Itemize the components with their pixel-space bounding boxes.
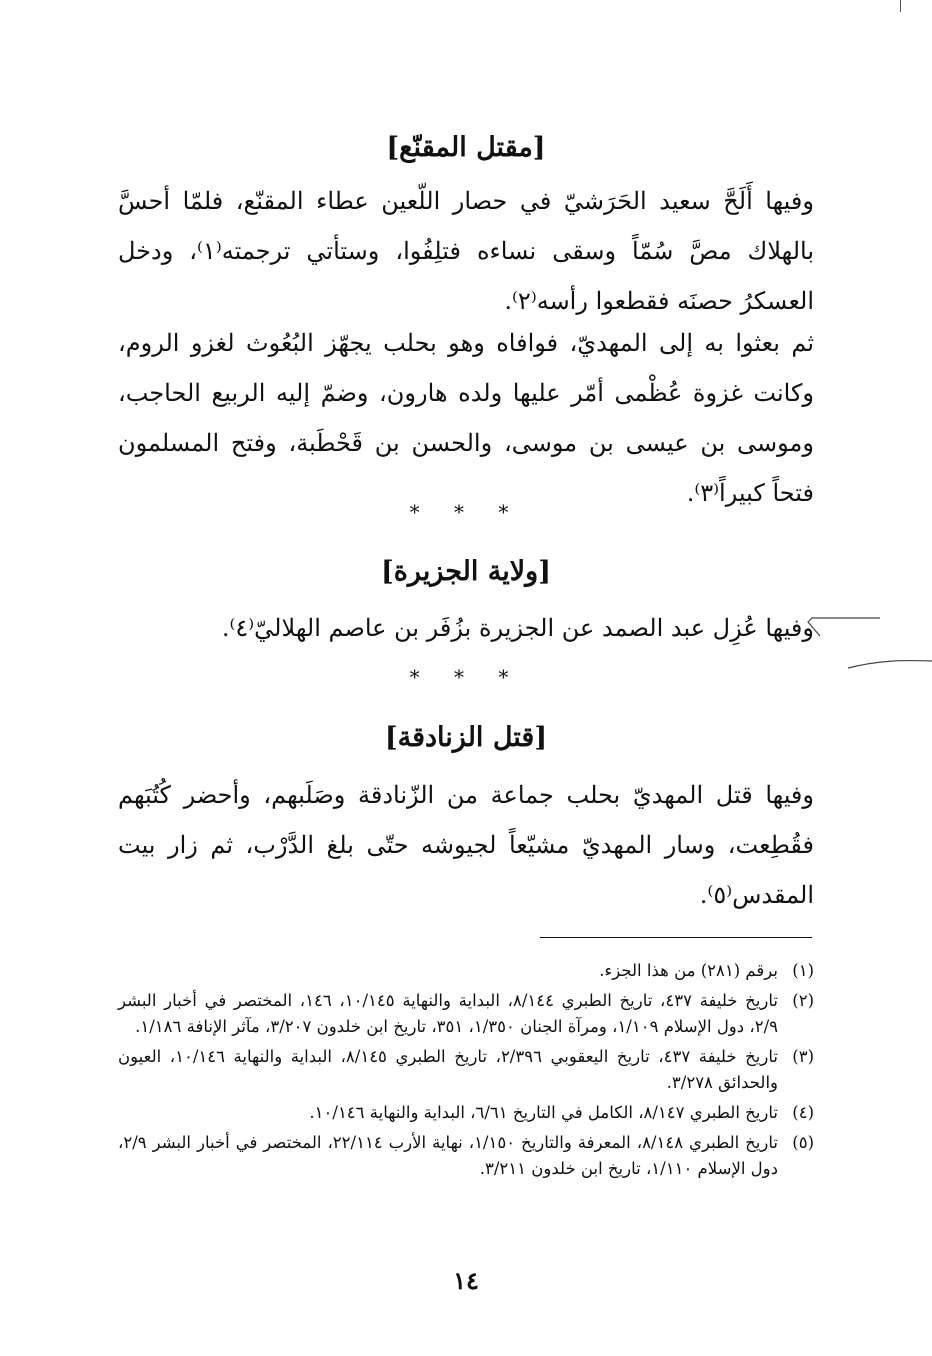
footnote-text: تاريخ خليفة ٤٣٧، تاريخ الطبري ٨/١٤٤، البداية والنهاية ١٠/١٤٥، ١٤٦، المختصر في أخبار البشر ٢/٩، دول الإسلام ١/١٠٩، ومرآة الجنان ١/٣٥٠، ٣٥١، تاريخ ابن خلدون ٣/٢٠٧، مآثر الإنافة ١/١٨٦.	[118, 991, 779, 1036]
footnote-3	[118, 1044, 814, 1096]
section-separator: * * *	[409, 500, 523, 524]
footnote-number: (٢)	[792, 991, 814, 1010]
section-separator-2: * * *	[409, 665, 523, 689]
footnote-number: (١)	[792, 961, 814, 980]
footnote-text: تاريخ الطبري ٨/١٤٧، الكامل في التاريخ ٦/٦١، البداية والنهاية ١٠/١٤٦.	[309, 1103, 778, 1122]
footnote-text: برقم (٢٨١) من هذا الجزء.	[599, 961, 778, 980]
section-heading-jazira: [ولاية الجزيرة]	[381, 556, 551, 587]
page-number: ١٤	[453, 1266, 479, 1295]
footnote-1	[118, 958, 814, 984]
section-heading-zanadiqa: [قتل الزنادقة]	[384, 722, 548, 753]
footnote-4	[118, 1100, 814, 1126]
footnote-2	[118, 988, 814, 1040]
footnote-text: تاريخ الطبري ٨/١٤٨، المعرفة والتاريخ ١/١٥٠، نهاية الأرب ٢٢/١١٤، المختصر في أخبار البشر ٢/٩، دول الإسلام ١/١١٠، تاريخ ابن خلدون ٣/٢١١.	[118, 1133, 778, 1178]
footnote-separator-rule	[540, 937, 812, 938]
footnotes	[118, 958, 814, 1186]
paragraph-zanadiqa-1: وفيها قتل المهديّ بحلب جماعة من الزّنادقة وصَلَبهم، وأحضر كُتُبَهم فقُطِعت، وسار المهديّ مشيّعاً لجيوشه حتّى بلغ الدَّرْب، ثم زار بيت المقدس⁽٥⁾.	[118, 781, 814, 909]
paragraph-jazira-1: وفيها عُزِل عبد الصمد عن الجزيرة بزُفَر بن عاصم الهلاليّ⁽٤⁾.	[221, 614, 814, 642]
paragraph-muqanna-2: ثم بعثوا به إلى المهديّ، فوافاه وهو بحلب يجهّز البُعُوث لغزو الروم، وكانت غزوة عُظْمى أمّر عليها ولده هارون، وضمّ إليه الربيع الحاجب، وموسى بن عيسى بن موسى، والحسن بن قَحْطَبة، وفتح المسلمون فتحاً كبيراً⁽٣⁾.	[118, 329, 814, 507]
footnote-number: (٥)	[792, 1133, 814, 1152]
footnote-number: (٤)	[792, 1103, 814, 1122]
section-heading-muqanna: [مقتل المقنّع]	[386, 132, 546, 163]
footnote-text: تاريخ خليفة ٤٣٧، تاريخ اليعقوبي ٢/٣٩٦، تاريخ الطبري ٨/١٤٥، البداية والنهاية ١٠/١٤٦، العيون والحدائق ٣/٢٧٨.	[118, 1047, 778, 1092]
paragraph-muqanna-1: وفيها أَلَحَّ سعيد الحَرَشيّ في حصار اللّعين عطاء المقنّع، فلمّا أحسَّ بالهلاك مصَّ سُمّاً وسقى نساءه فتلِفُوا، وستأتي ترجمته⁽١⁾، ودخل العسكرُ حصنَه فقطعوا رأسه⁽٢⁾.	[118, 187, 815, 315]
footnote-number: (٣)	[792, 1047, 814, 1066]
footnote-5	[118, 1130, 814, 1182]
